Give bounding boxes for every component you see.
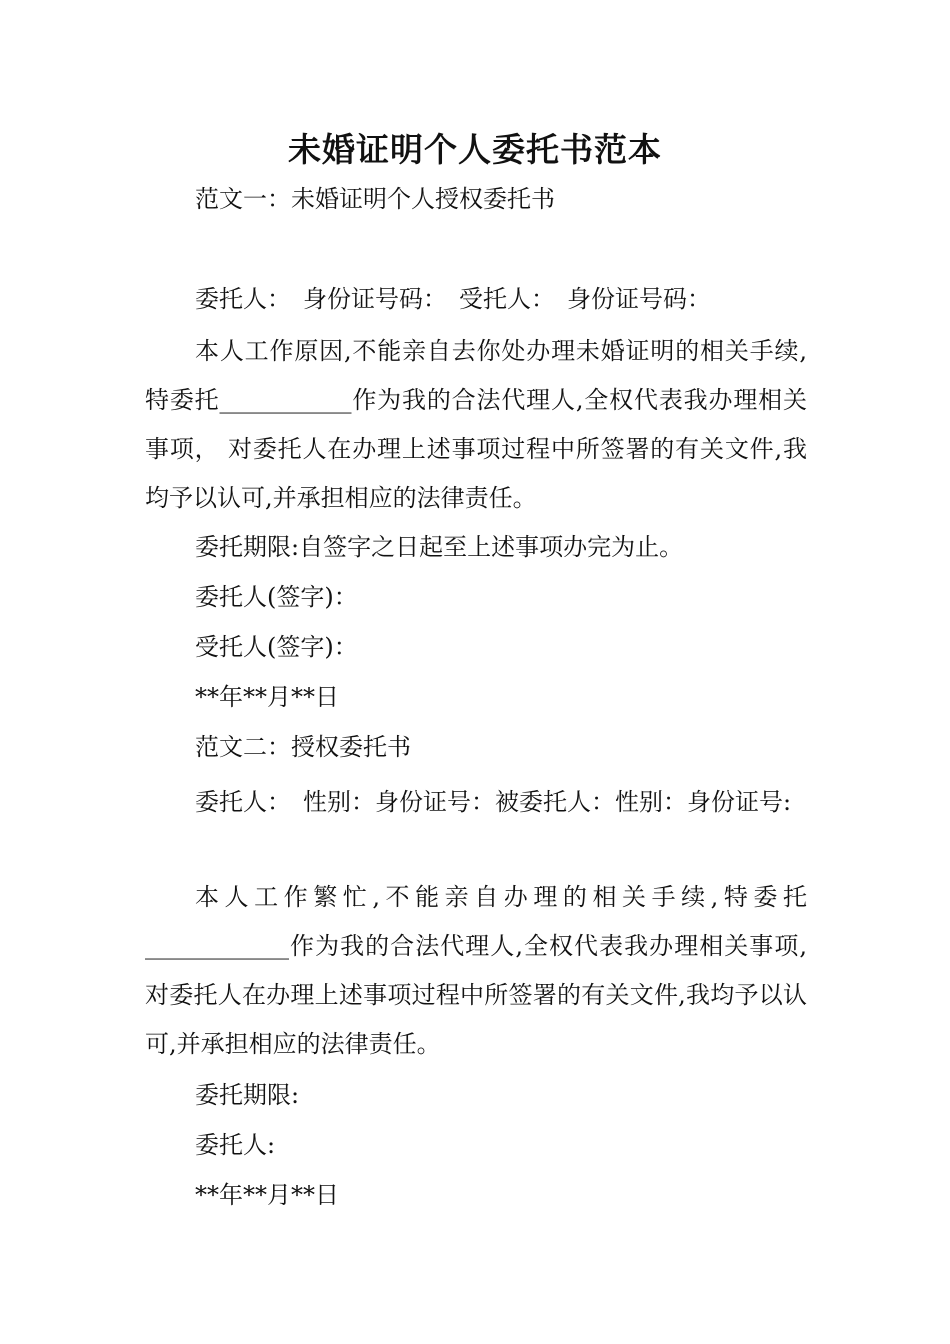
- sample2-date: **年**月**日: [195, 1181, 339, 1209]
- sample1-principal-sign: 委托人(签字)：: [195, 583, 358, 611]
- sample2-principal: 委托人:: [195, 1131, 276, 1159]
- sample2-term: 委托期限:: [195, 1081, 300, 1109]
- sample2-fields: 委托人： 性别：身份证号：被委托人：性别：身份证号:: [195, 788, 792, 816]
- sample1-body: 本人工作原因,不能亲自去你处办理未婚证明的相关手续,特委托___________作为我的合法代理人,全权代表我办理相关事项， 对委托人在办理上述事项过程中所签署的有关文件,我均予以认可,并承担相应的法律责任。: [145, 337, 807, 512]
- sample1-date: **年**月**日: [195, 683, 339, 711]
- sample1-fields: 委托人： 身份证号码： 受托人： 身份证号码：: [195, 285, 711, 313]
- sample1-term: 委托期限:自签字之日起至上述事项办完为止。: [195, 533, 684, 561]
- sample1-agent-sign: 受托人(签字)：: [195, 633, 358, 661]
- sample2-heading: 范文二：授权委托书: [195, 733, 411, 761]
- sample2-body: 本人工作繁忙,不能亲自办理的相关手续,特委托____________作为我的合法代理人,全权代表我办理相关事项,对委托人在办理上述事项过程中所签署的有关文件,我均予以认可,并承担相应的法律责任。: [145, 883, 807, 1058]
- sample1-heading: 范文一：未婚证明个人授权委托书: [195, 185, 555, 213]
- document-title: 未婚证明个人委托书范本: [288, 130, 662, 169]
